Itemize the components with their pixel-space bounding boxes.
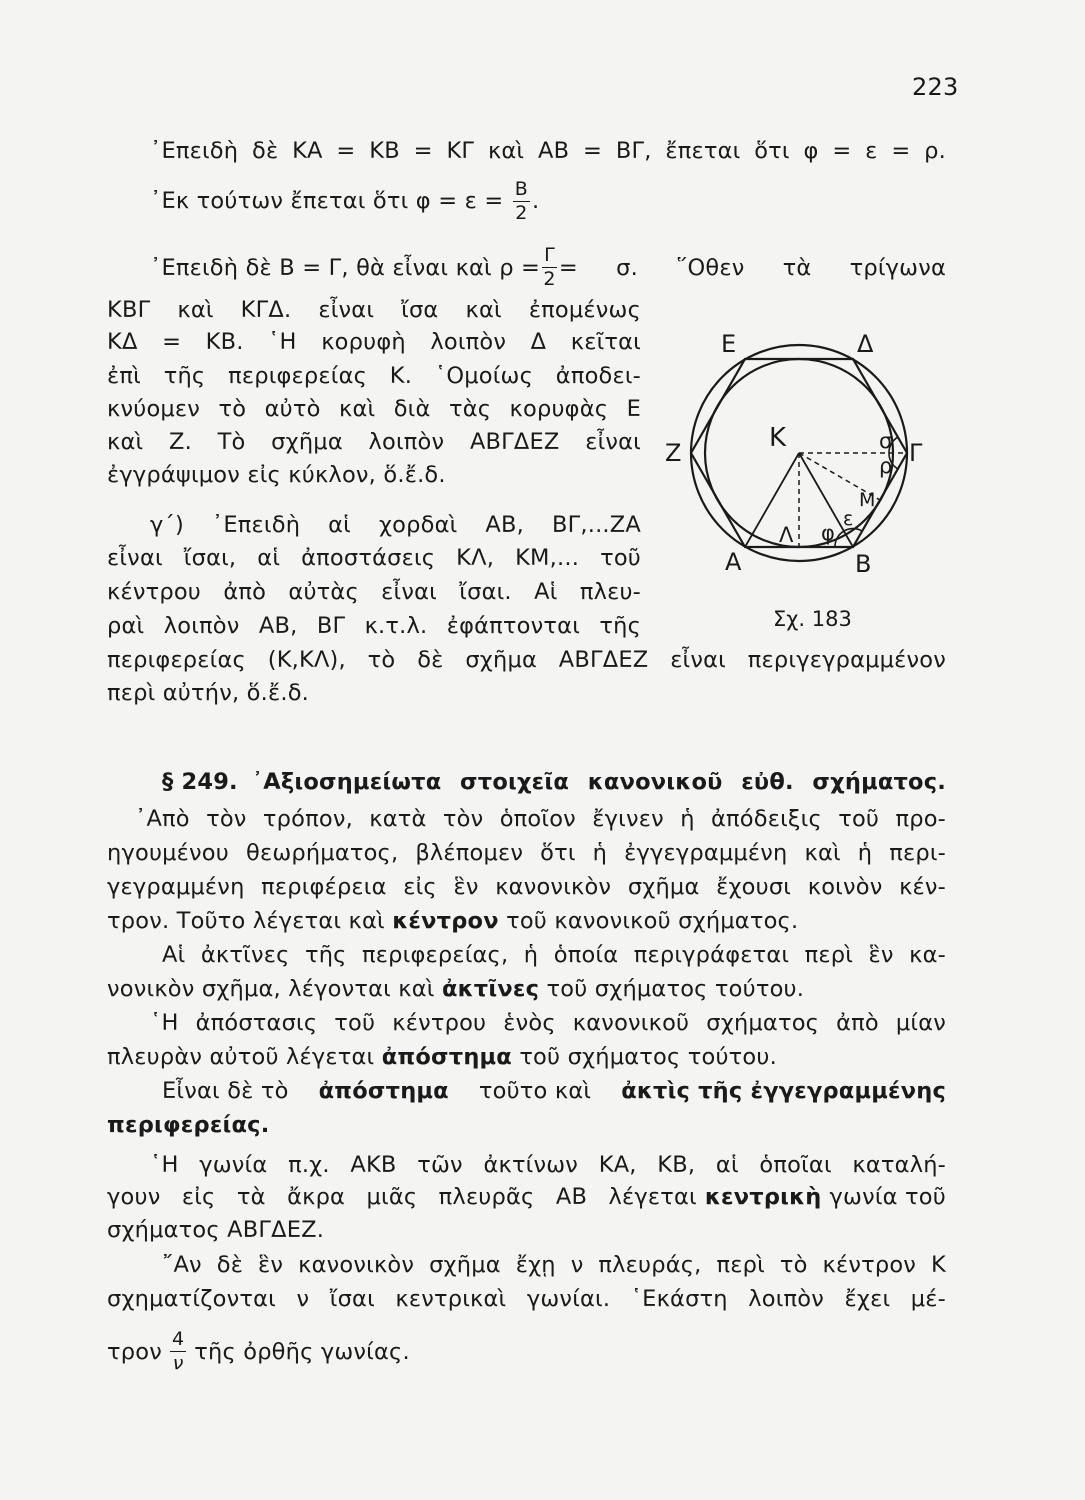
text-span: ᾿Επειδὴ δὲ Β = Γ, θὰ εἶναι καὶ ρ = <box>150 254 541 281</box>
text-line <box>150 246 946 289</box>
text-span: τοῦ σχήματος τούτου. <box>519 1044 777 1070</box>
text-line: γεγραμμένη περιφέρεια εἰς ἓν κανονικὸν σχῆμα ἔχουσι κοινὸν κέν- <box>107 874 946 900</box>
label-L: Λ <box>779 523 794 547</box>
text-line <box>150 180 539 223</box>
text-line: ΚΒΓ καὶ ΚΓΔ. εἶναι ἴσα καὶ ἐπομένως <box>107 297 641 323</box>
text-span: τοῦ κανονικοῦ σχήματος. <box>506 908 799 934</box>
term-apostima: ἀπόστημα <box>318 1078 449 1104</box>
text-line: κνύομεν τὸ αὐτὸ καὶ διὰ τὰς κορυφὰς Ε <box>107 396 641 422</box>
regular-hexagon-figure <box>655 318 930 638</box>
text-span: γουν εἰς τὰ ἄκρα μιᾶς πλευρᾶς ΑΒ λέγεται <box>107 1184 697 1210</box>
term-kentron: κέντρον <box>392 908 499 934</box>
text-line <box>162 1076 946 1106</box>
text-line: περὶ αὐτήν, ὅ.ἔ.δ. <box>107 680 310 706</box>
text-line: ἐπὶ τῆς περιφερείας Κ. ῾Ομοίως ἀποδει- <box>107 363 641 389</box>
text-line <box>107 1182 946 1212</box>
fraction-denominator: 2 <box>515 202 528 224</box>
text-line: ΚΔ = ΚΒ. ῾Η κορυφὴ λοιπὸν Δ κεῖται <box>107 329 641 355</box>
text-line: ηγουμένου θεωρήματος, βλέπομεν ὅτι ἡ ἐγγεγραμμένη καὶ ἡ περι- <box>107 840 946 866</box>
text-line <box>107 906 798 936</box>
label-E: Ε <box>721 330 737 358</box>
text-line: Αἱ ἀκτῖνες τῆς περιφερείας, ἡ ὁποία περιγράφεται περὶ ἓν κα- <box>162 942 946 968</box>
label-G: Γ <box>909 439 923 467</box>
label-M: Μ <box>859 489 876 511</box>
fraction-denominator: ν <box>172 1352 184 1374</box>
label-rho: ρ <box>879 454 893 478</box>
text-span: τῆς ὀρθῆς γωνίας. <box>194 1338 410 1365</box>
text-span: τοῦτο καὶ <box>478 1078 592 1104</box>
section-heading <box>162 767 946 797</box>
text-line: ῾Η γωνία π.χ. ΑΚΒ τῶν ἀκτίνων ΚΑ, ΚΒ, αἱ ὁποῖαι καταλή- <box>150 1152 946 1178</box>
term-kentriki: κεντρικὴ <box>704 1184 822 1210</box>
text-line <box>107 1330 410 1373</box>
text-line: σχήματος ΑΒΓΔΕΖ. <box>107 1217 325 1243</box>
label-K: Κ <box>769 423 787 453</box>
text-span: τρον <box>107 1338 162 1365</box>
text-span: πλευρὰν αὐτοῦ λέγεται <box>107 1044 375 1070</box>
label-Z: Ζ <box>665 439 682 467</box>
text-span: . <box>531 188 540 214</box>
text-span: Εἶναι δὲ τὸ <box>162 1078 289 1104</box>
text-line: ᾿Επειδὴ δὲ ΚΑ = ΚΒ = ΚΓ καὶ ΑΒ = ΒΓ, ἔπεται ὅτι φ = ε = ρ. <box>150 138 946 164</box>
fraction-numerator: Β <box>514 178 528 200</box>
text-line: σχηματίζονται ν ἴσαι κεντρικαὶ γωνίαι. ῾Εκάστη λοιπὸν ἔχει μέ- <box>107 1286 946 1312</box>
term-aktis-engegrammenis: ἀκτὶς τῆς ἐγγεγραμμένης <box>621 1078 946 1104</box>
text-span: τοῦ σχήματος τούτου. <box>546 976 805 1002</box>
fraction <box>170 1330 186 1373</box>
term-aktines: ἀκτῖνες <box>441 976 540 1002</box>
text-line: καὶ Ζ. Τὸ σχῆμα λοιπὸν ΑΒΓΔΕΖ εἶναι <box>107 429 641 455</box>
text-line: περιφερείας (Κ,ΚΛ), τὸ δὲ σχῆμα ΑΒΓΔΕΖ εἶναι περιγεγραμμένον <box>107 647 946 673</box>
text-line: ἐγγράψιμον εἰς κύκλον, ὅ.ἔ.δ. <box>107 462 446 488</box>
text-span: = σ. ῞Οθεν τὰ τρίγωνα <box>558 254 946 281</box>
text-line: ῎Αν δὲ ἓν κανονικὸν σχῆμα ἔχῃ ν πλευράς, περὶ τὸ κέντρον Κ <box>162 1252 946 1278</box>
figure-caption: Σχ. 183 <box>773 607 852 631</box>
section-title: ᾿Αξιοσημείωτα στοιχεῖα κανονικοῦ εὐθ. σχήματος. <box>251 769 946 795</box>
page-number: 223 <box>912 73 959 101</box>
label-sigma: σ <box>879 429 893 453</box>
fraction-numerator: 4 <box>171 1328 185 1350</box>
fraction-numerator: Γ <box>544 244 555 266</box>
text-span: γωνία τοῦ <box>829 1184 946 1210</box>
text-line: ῾Η ἀπόστασις τοῦ κέντρου ἑνὸς κανονικοῦ σχήματος ἀπὸ μίαν <box>150 1010 946 1036</box>
text-span: νονικὸν σχῆμα, λέγονται καὶ <box>107 976 435 1002</box>
text-span: ᾿Εκ τούτων ἔπεται ὅτι φ = ε = <box>150 188 504 214</box>
label-B: Β <box>855 550 872 578</box>
text-line <box>107 1042 777 1072</box>
text-line: γ΄) ᾿Επειδὴ αἱ χορδαὶ ΑΒ, ΒΓ,...ΖΑ <box>150 512 641 538</box>
text-span: τρον. Τοῦτο λέγεται καὶ <box>107 908 385 934</box>
fraction <box>542 246 557 289</box>
section-number: § 249. <box>162 769 238 795</box>
label-phi: φ <box>821 521 835 545</box>
fraction <box>513 180 530 223</box>
term-apostima: ἀπόστημα <box>381 1044 512 1070</box>
label-epsilon: ε <box>843 508 854 530</box>
label-A: Α <box>725 548 742 576</box>
text-line: κέντρου ἀπὸ αὐτὰς εἶναι ἴσαι. Αἱ πλευ- <box>107 579 641 605</box>
text-line: ραὶ λοιπὸν ΑΒ, ΒΓ κ.τ.λ. ἐφάπτονται τῆς <box>107 613 641 639</box>
text-line: εἶναι ἴσαι, αἱ ἀποστάσεις ΚΛ, ΚΜ,... τοῦ <box>107 545 641 571</box>
text-line <box>107 1110 269 1140</box>
text-line <box>107 974 804 1004</box>
text-line: ᾿Απὸ τὸν τρόπον, κατὰ τὸν ὁποῖον ἔγινεν ἡ ἀπόδειξις τοῦ προ- <box>135 806 946 832</box>
fraction-denominator: 2 <box>543 268 556 290</box>
label-D: Δ <box>857 330 874 358</box>
term-perifereias: περιφερείας. <box>107 1112 270 1138</box>
